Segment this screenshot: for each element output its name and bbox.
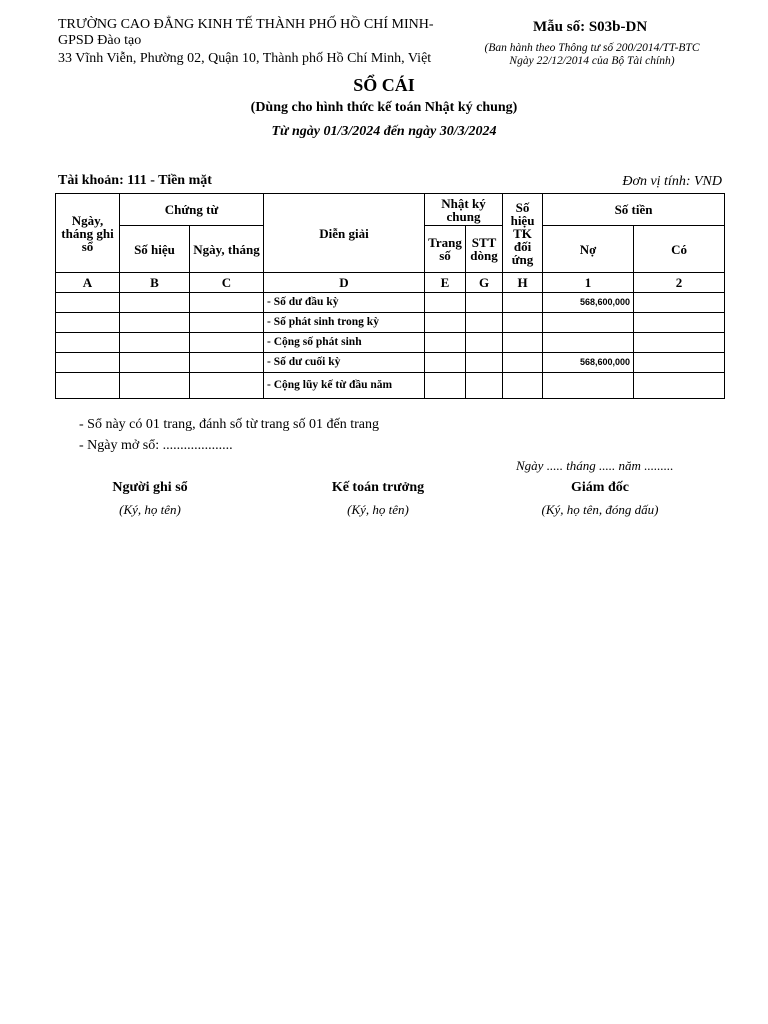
header-journal: Nhật ký chung (425, 194, 503, 226)
header-line-no: STT dòng (466, 226, 503, 273)
open-date-note: - Ngày mở sổ: .................... (79, 438, 233, 453)
credit-value (634, 293, 725, 313)
signing-date-line: Ngày ..... tháng ..... năm ......... (516, 458, 674, 473)
organization-name (58, 17, 434, 49)
signer-hint-director: (Ký, họ tên, đóng dấu) (541, 502, 659, 517)
column-code-row (56, 273, 725, 293)
table-row (56, 373, 725, 399)
form-regulation-note (470, 42, 714, 68)
header-page-no: Trang số (425, 226, 466, 273)
row-label: - Cộng lũy kế từ đầu năm (264, 373, 425, 399)
signer-hint-bookkeeper: (Ký, họ tên) (119, 502, 181, 517)
account-label: Tài khoản: 111 - Tiền mặt (58, 173, 212, 188)
form-note-line1: (Ban hành theo Thông tư số 200/2014/TT-BTC (484, 42, 700, 54)
header-voucher-date: Ngày, tháng (190, 226, 264, 273)
debit-value (543, 373, 634, 399)
form-code: Mẫu số: S03b-DN (533, 19, 648, 35)
column-code: D (264, 273, 425, 293)
header-amount: Số tiền (543, 194, 725, 226)
form-note-line2: Ngày 22/12/2014 của Bộ Tài chính) (509, 55, 675, 67)
column-code: A (56, 273, 120, 293)
column-code: H (503, 273, 543, 293)
column-code: E (425, 273, 466, 293)
header-voucher-no: Số hiệu (120, 226, 190, 273)
column-code: G (466, 273, 503, 293)
credit-value (634, 313, 725, 333)
document-subtitle: (Dùng cho hình thức kế toán Nhật ký chung) (250, 100, 518, 115)
debit-value: 568,600,000 (543, 353, 634, 373)
debit-value (543, 313, 634, 333)
table-row (56, 293, 725, 313)
currency-unit: Đơn vị tính: VND (622, 174, 722, 189)
row-label: - Số dư cuối kỳ (264, 353, 425, 373)
page-count-note: - Sổ này có 01 trang, đánh số từ trang số 01 đến trang (79, 417, 379, 432)
signer-title-bookkeeper: Người ghi sổ (112, 480, 188, 495)
table-row (56, 333, 725, 353)
column-code: 2 (634, 273, 725, 293)
credit-value (634, 353, 725, 373)
column-code: C (190, 273, 264, 293)
header-debit: Nợ (543, 226, 634, 273)
debit-value (543, 333, 634, 353)
document-period: Từ ngày 01/3/2024 đến ngày 30/3/2024 (271, 124, 497, 139)
column-code: B (120, 273, 190, 293)
signer-hint-chief-accountant: (Ký, họ tên) (347, 502, 409, 517)
signer-title-director: Giám đốc (571, 480, 629, 495)
credit-value (634, 333, 725, 353)
signer-title-chief-accountant: Kế toán trưởng (331, 480, 425, 495)
debit-value: 568,600,000 (543, 293, 634, 313)
header-voucher: Chứng từ (120, 194, 264, 226)
organization-name-line2: GPSD Đào tạo (58, 33, 142, 48)
column-code: 1 (543, 273, 634, 293)
header-date: Ngày, tháng ghi sổ (56, 194, 120, 273)
table-row (56, 313, 725, 333)
header-description: Diễn giải (264, 194, 425, 273)
row-label: - Số phát sinh trong kỳ (264, 313, 425, 333)
credit-value (634, 373, 725, 399)
table-row (56, 353, 725, 373)
organization-name-line1: TRƯỜNG CAO ĐẲNG KINH TẾ THÀNH PHỐ HỒ CHÍ MINH- (58, 17, 434, 32)
organization-address: 33 Vĩnh Viễn, Phường 02, Quận 10, Thành phố Hồ Chí Minh, Việt (58, 51, 432, 66)
row-label: - Cộng số phát sinh (264, 333, 425, 353)
header-contra-account: Số hiệu TK đối ứng (503, 194, 543, 273)
ledger-table (55, 193, 725, 399)
header-credit: Có (634, 226, 725, 273)
document-title: SỔ CÁI (353, 75, 415, 95)
row-label: - Số dư đầu kỳ (264, 293, 425, 313)
